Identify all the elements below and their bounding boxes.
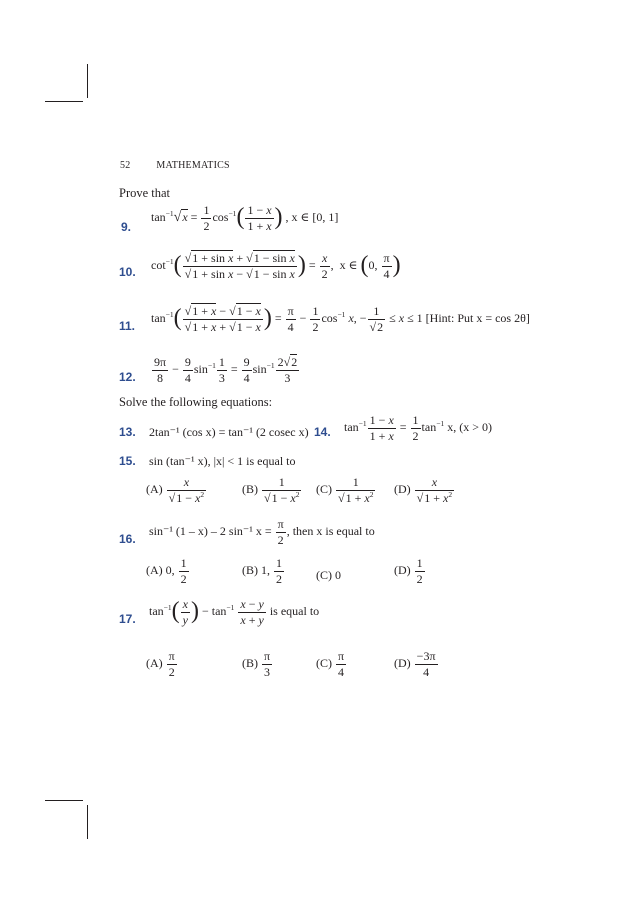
crop-mark-bottom-horizontal xyxy=(45,800,83,801)
page-header xyxy=(120,160,230,171)
question-15-option-a: (A) $\frac{x}{√1 - x^2}$ xyxy=(146,475,205,505)
prove-that-heading: Prove that xyxy=(119,186,171,200)
question-17-equation: $\tan^{-1}$( $\frac{x}{y}$ ) − $\tan^{-1}$ $\frac{x - y}{x + y}$ is equal to xyxy=(149,597,320,627)
question-16-option-d: (D) $\frac{1}{2}$ xyxy=(394,556,423,586)
question-number-14: 14. xyxy=(314,425,331,439)
question-17-option-d: (D) $\frac{-3\pi}{4}$ xyxy=(394,649,436,679)
option-label: (D) xyxy=(394,481,411,496)
question-10-domain-prefix: x ∈ xyxy=(339,257,358,272)
question-number-10: 10. xyxy=(119,265,136,279)
question-number-16: 16. xyxy=(119,532,136,546)
option-label: (B) xyxy=(242,655,258,670)
question-15-text: sin (tan⁻¹ x), |x| < 1 is equal to xyxy=(149,454,296,468)
question-15-option-b: (B) $\frac{1}{√1 - x^2}$ xyxy=(242,475,300,505)
option-label: (A) xyxy=(146,655,163,670)
question-16-text: sin⁻¹ (1 – x) – 2 sin⁻¹ x = $\frac{\pi}{2}$ , then x is equal to xyxy=(149,517,375,547)
option-label: (C) xyxy=(316,655,332,670)
page-number: 52 xyxy=(120,160,131,171)
option-label: (D) xyxy=(394,562,411,577)
question-11-hint: [Hint: Put x = cos 2θ] xyxy=(425,310,530,325)
option-label: (B) 1, xyxy=(242,562,270,577)
question-17-option-c: (C) $\frac{\pi}{4}$ xyxy=(316,649,345,679)
question-14-equation: $\tan^{-1}$ $\frac{1 - x}{1 + x}$ = $\frac{1}{2}$ $\tan^{-1} x$, (x > 0) xyxy=(344,413,492,443)
solve-heading: Solve the following equations: xyxy=(119,395,273,409)
question-9-domain: , x ∈ [0, 1] xyxy=(285,209,339,224)
question-17-option-b: (B) $\frac{\pi}{3}$ xyxy=(242,649,271,679)
book-title: MATHEMATICS xyxy=(156,160,230,171)
question-number-11: 11. xyxy=(119,319,136,333)
question-number-13: 13. xyxy=(119,425,136,439)
question-14-condition: x, (x > 0) xyxy=(447,419,492,434)
question-17-option-a: (A) $\frac{\pi}{2}$ xyxy=(146,649,175,679)
option-label: (C) xyxy=(316,481,332,496)
question-9-equation: $\tan^{-1}√x$ = $\frac{1}{2}$ $\cos^{-1}$( $\frac{1 - x}{1 + x}$ ) , x ∈ [0, 1] xyxy=(151,203,339,233)
crop-mark-top-vertical xyxy=(87,64,88,98)
question-10-equation: $\cot^{-1}$( $\frac{\text{√1 + sin x + √1 − sin x}}{\text{√1 + sin x − √1 − sin x}}$ ) = $\frac{x}{2}$ , x ∈ (0, $\frac{\pi}{4}$ ) xyxy=(151,251,401,281)
option-label: (C) 0 xyxy=(316,568,341,582)
option-label: (D) xyxy=(394,655,411,670)
question-17-text: is equal to xyxy=(269,603,320,618)
question-12-equation: $\frac{9\pi}{8}$ − $\frac{9}{4}$ $\sin^{-1}$ $\frac{1}{3}$ = $\frac{9}{4}$ $\sin^{-1}$ $\frac{2√2}{3}$ xyxy=(154,355,298,385)
question-number-17: 17. xyxy=(119,612,136,626)
question-16-text-b: , then x is equal to xyxy=(286,523,375,538)
question-16-text-a: sin⁻¹ (1 – x) – 2 sin⁻¹ x = xyxy=(149,523,272,538)
question-16-option-b: (B) 1, $\frac{1}{2}$ xyxy=(242,556,282,586)
question-11-equation: $\tan^{-1}$( $\frac{√1 + x - √1 - x}{√1 + x + √1 - x}$ ) = $\frac{\pi}{4}$ − $\frac{1}{2}$ $\cos^{-1} x$, − $\frac{1}{√2}$ ≤ x ≤ 1 [Hint: Put x = cos 2θ] xyxy=(151,304,530,334)
option-label: (B) xyxy=(242,481,258,496)
option-label: (A) 0, xyxy=(146,562,175,577)
question-15-option-d: (D) $\frac{x}{√1 + x^2}$ xyxy=(394,475,453,505)
option-label: (A) xyxy=(146,481,163,496)
question-number-9: 9. xyxy=(121,220,132,234)
question-15-option-c: (C) $\frac{1}{√1 + x^2}$ xyxy=(316,475,374,505)
question-13-equation: 2tan⁻¹ (cos x) = tan⁻¹ (2 cosec x) xyxy=(149,425,309,439)
crop-mark-top-horizontal xyxy=(45,101,83,102)
question-number-15: 15. xyxy=(119,454,136,468)
question-number-12: 12. xyxy=(119,370,136,384)
question-16-option-a: (A) 0, $\frac{1}{2}$ xyxy=(146,556,187,586)
crop-mark-bottom-vertical xyxy=(87,805,88,839)
question-16-option-c xyxy=(316,568,341,583)
